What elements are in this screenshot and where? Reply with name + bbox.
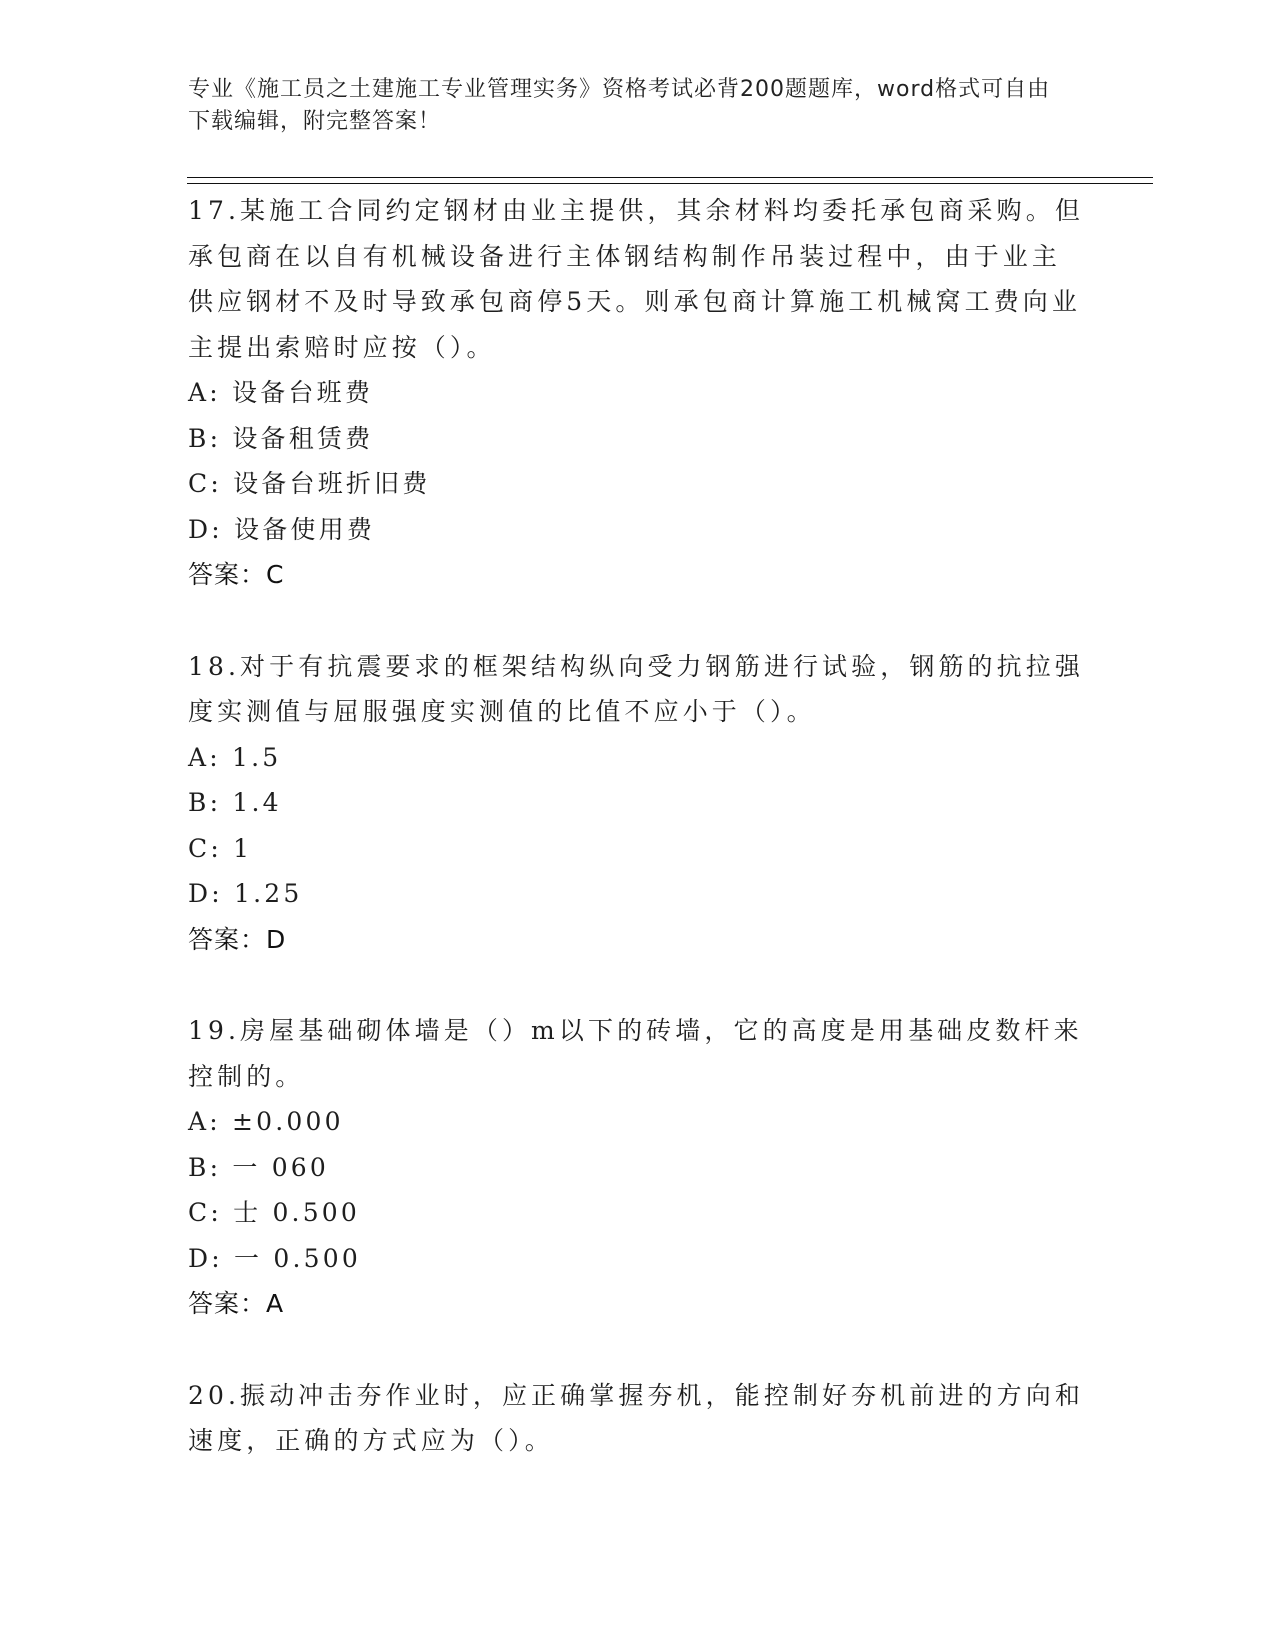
question-19	[188, 1008, 1088, 1327]
question-20	[188, 1373, 1088, 1464]
header-divider-top	[187, 177, 1153, 178]
option-b: B: 一 060	[188, 1152, 330, 1182]
option-c: C: 1	[188, 833, 253, 863]
question-18	[188, 644, 1088, 963]
option-a: A: ±0.000	[188, 1107, 344, 1136]
option-a: A: 1.5	[188, 742, 282, 772]
option-d: D: 一 0.500	[188, 1243, 361, 1273]
answer-line: 答案：D	[188, 924, 287, 954]
header-divider-bottom	[187, 183, 1153, 184]
option-c: C: 士 0.500	[188, 1198, 361, 1227]
question-stem: 19.房屋基础砌体墙是（）m以下的砖墙，它的高度是用基础皮数杆来控制的。	[188, 1016, 1083, 1091]
option-c: C: 设备台班折旧费	[188, 469, 431, 498]
question-stem: 17.某施工合同约定钢材由业主提供，其余材料均委托承包商采购。但承包商在以自有机械设备进行主体钢结构制作吊装过程中，由于业主供应钢材不及时导致承包商停5天。则承包商计算施工机械窝工费向业主提出索赔时应按（）。	[188, 196, 1084, 362]
question-stem: 20.振动冲击夯作业时，应正确掌握夯机，能控制好夯机前进的方向和速度，正确的方式应为（）。	[188, 1380, 1084, 1455]
answer-line: 答案：A	[188, 1289, 285, 1318]
question-17	[188, 188, 1088, 598]
answer-line: 答案：C	[188, 560, 285, 589]
option-b: B: 1.4	[188, 788, 282, 817]
option-d: D: 设备使用费	[188, 514, 376, 544]
option-d: D: 1.25	[188, 879, 303, 908]
document-header: 专业《施工员之土建施工专业管理实务》资格考试必背200题题库，word格式可自由下载编辑，附完整答案！	[188, 77, 1051, 134]
question-list	[188, 188, 1088, 1464]
question-stem: 18.对于有抗震要求的框架结构纵向受力钢筋进行试验，钢筋的抗拉强度实测值与屈服强度实测值的比值不应小于（）。	[188, 651, 1084, 726]
option-b: B: 设备租赁费	[188, 423, 374, 453]
option-a: A: 设备台班费	[188, 378, 374, 407]
